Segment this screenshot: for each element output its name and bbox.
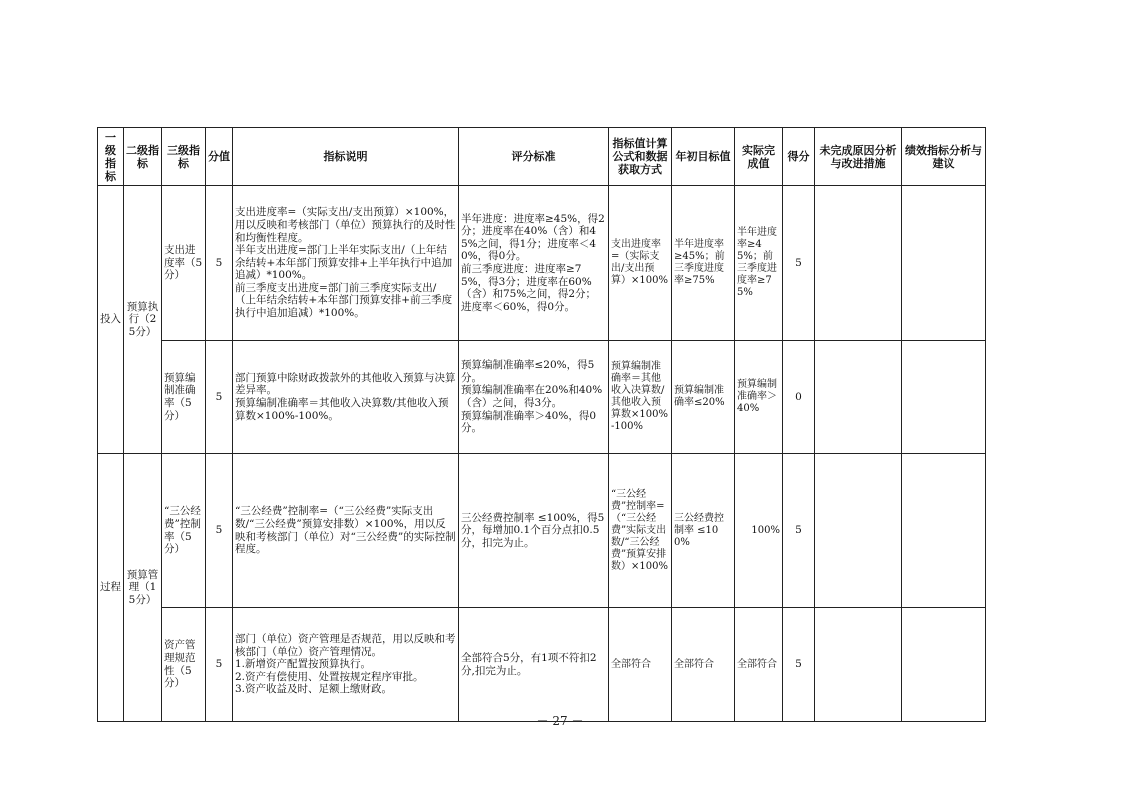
criteria-cell: 半年进度：进度率≥45%，得2分；进度率在40%（含）和45%之间，得1分；进度率＜40%，得0分。 前三季度进度：进度率≥75%，得3分；进度率在60%（含）和75%之间，得2分；进度率＜60%，得0分。 [459,186,609,341]
header-score: 得分 [783,128,815,186]
header-reason: 未完成原因分析与改进措施 [815,128,902,186]
suggestion-cell [902,454,986,608]
score-cell: 5 [783,608,815,722]
score-value-cell: 5 [206,454,233,608]
header-description: 指标说明 [233,128,459,186]
reason-cell [815,186,902,341]
reason-cell [815,341,902,454]
score-value-cell: 5 [206,608,233,722]
suggestion-cell [902,186,986,341]
header-row [98,128,986,186]
level3-cell: 支出进度率（5分） [162,186,206,341]
header-formula: 指标值计算公式和数据获取方式 [609,128,672,186]
table-row [98,186,986,341]
level2-cell: 预算管理（15分） [124,454,162,722]
criteria-cell: 全部符合5分，有1项不符扣2分,扣完为止。 [459,608,609,722]
header-level2: 二级指标 [124,128,162,186]
formula-cell: “三公经费”控制率=（“三公经费”实际支出数/“三公经费”预算安排数）×100% [609,454,672,608]
reason-cell [815,608,902,722]
actual-cell: 半年进度率≥45%；前三季度进度率≥75% [735,186,783,341]
level1-cell: 过程 [98,454,124,722]
score-value-cell: 5 [206,186,233,341]
target-cell: 三公经费控制率 ≤100% [672,454,735,608]
header-actual: 实际完成值 [735,128,783,186]
header-score-value: 分值 [206,128,233,186]
score-cell: 5 [783,186,815,341]
level1-cell: 投入 [98,186,124,454]
level2-cell: 预算执行（25分） [124,186,162,454]
description-cell: “三公经费”控制率=（“三公经费”实际支出数/“三公经费”预算安排数）×100%，用以反映和考核部门（单位）对“三公经费”的实际控制程度。 [233,454,459,608]
formula-cell: 预算编制准确率＝其他收入决算数/其他收入预算数×100%-100% [609,341,672,454]
reason-cell [815,454,902,608]
table-row [98,341,986,454]
header-target: 年初目标值 [672,128,735,186]
description-cell: 部门（单位）资产管理是否规范，用以反映和考核部门（单位）资产管理情况。 1.新增资产配置按预算执行。 2.资产有偿使用、处置按规定程序审批。 3.资产收益及时、足额上缴财政。 [233,608,459,722]
header-level3: 三级指标 [162,128,206,186]
level3-cell: “三公经费”控制率（5分） [162,454,206,608]
page-number: － 27 － [536,714,584,728]
table-row [98,454,986,608]
level3-cell: 预算编制准确率（5分） [162,341,206,454]
description-cell: 支出进度率=（实际支出/支出预算）×100%，用以反映和考核部门（单位）预算执行的及时性和均衡性程度。 半年支出进度=部门上半年实际支出/（上年结余结转+本年部门预算安排+上半年执行中追加追减）*100%。 前三季度支出进度=部门前三季度实际支出/（上年结余结转+本年部门预算安排+前三季度执行中追加追减）*100%。 [233,186,459,341]
suggestion-cell [902,608,986,722]
actual-cell: 全部符合 [735,608,783,722]
header-suggestion: 绩效指标分析与建议 [902,128,986,186]
score-value-cell: 5 [206,341,233,454]
target-cell: 半年进度率≥45%；前三季度进度率≥75% [672,186,735,341]
header-criteria: 评分标准 [459,128,609,186]
performance-table [97,127,986,722]
level3-cell: 资产管理规范性（5分） [162,608,206,722]
suggestion-cell [902,341,986,454]
criteria-cell: 预算编制准确率≤20%，得5分。 预算编制准确率在20%和40%（含）之间，得3分。 预算编制准确率＞40%，得0分。 [459,341,609,454]
criteria-cell: 三公经费控制率 ≤100%，得5分，每增加0.1个百分点扣0.5分，扣完为止。 [459,454,609,608]
actual-cell: 100% [735,454,783,608]
description-cell: 部门预算中除财政拨款外的其他收入预算与决算差异率。 预算编制准确率＝其他收入决算数/其他收入预算数×100%-100%。 [233,341,459,454]
actual-cell: 预算编制准确率＞40% [735,341,783,454]
score-cell: 5 [783,454,815,608]
target-cell: 预算编制准确率≤20% [672,341,735,454]
score-cell: 0 [783,341,815,454]
table-row [98,608,986,722]
formula-cell: 支出进度率=（实际支出/支出预算）×100% [609,186,672,341]
formula-cell: 全部符合 [609,608,672,722]
target-cell: 全部符合 [672,608,735,722]
header-level1: 一级指标 [98,128,124,186]
